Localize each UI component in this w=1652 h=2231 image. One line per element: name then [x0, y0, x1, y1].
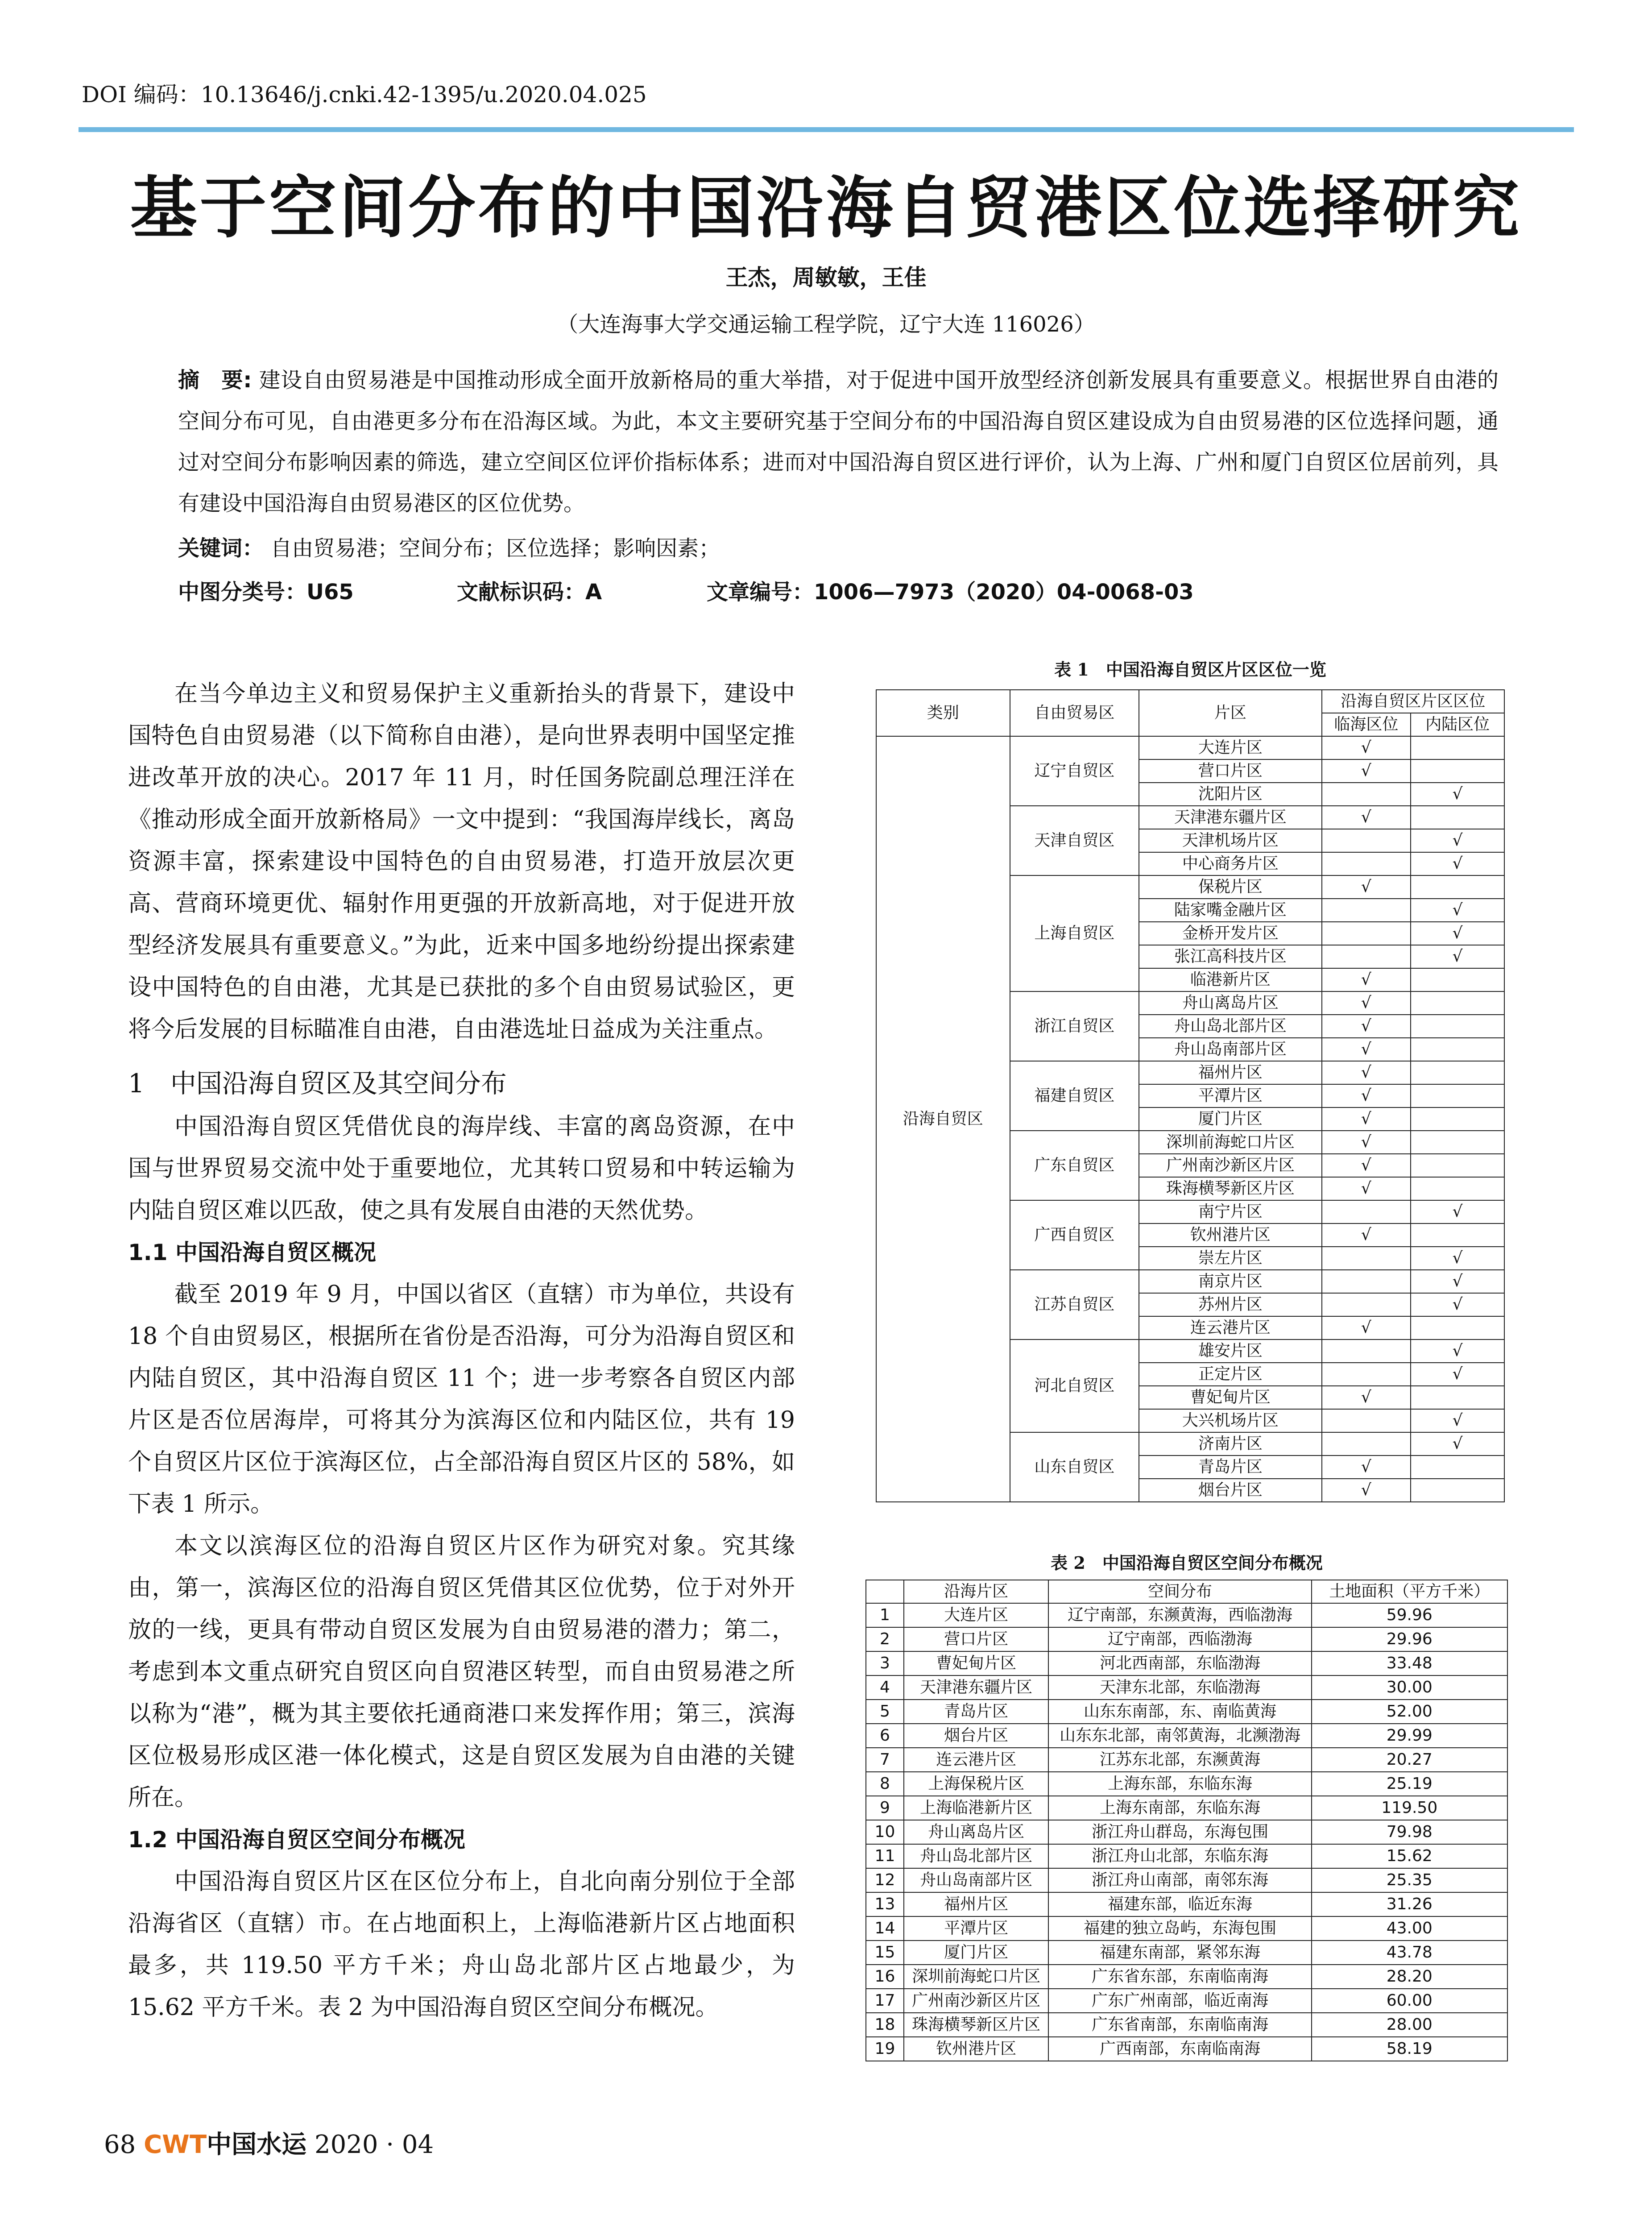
- table1-coastal-check: √: [1322, 968, 1411, 991]
- abstract-label: 摘 要:: [178, 368, 252, 393]
- table1-area: 舟山岛北部片区: [1139, 1015, 1321, 1038]
- table2-cell: 31.26: [1312, 1892, 1507, 1916]
- table2-row: [866, 1772, 1507, 1796]
- abstract-text: 建设自由贸易港是中国推动形成全面开放新格局的重大举措，对于促进中国开放型经济创新发展具有重要意义。根据世界自由港的空间分布可见，自由港更多分布在沿海区域。为此，本文主要研究基于空间分布的中国沿海自贸区建设成为自由贸易港的区位选择问题，通过对空间分布影响因素的筛选，建立空间区位评价指标体系；进而对中国沿海自贸区进行评价，认为上海、广州和厦门自贸区位居前列，具有建设中国沿海自由贸易港区的区位优势。: [178, 368, 1499, 516]
- table1-coastal-check: √: [1322, 1316, 1411, 1339]
- table1-coastal-check: [1322, 1363, 1411, 1386]
- classification: 中图分类号：U65: [178, 580, 354, 605]
- table1-inland-check: [1411, 968, 1504, 991]
- table1-area: 正定片区: [1139, 1363, 1321, 1386]
- table2-caption: 表 2 中国沿海自贸区空间分布概况: [1051, 1553, 1323, 1573]
- table2-cell: 河北西南部，东临渤海: [1048, 1651, 1311, 1675]
- affiliation: （大连海事大学交通运输工程学院，辽宁大连 116026）: [557, 312, 1095, 337]
- table2-cell: 18: [866, 2013, 904, 2037]
- table1-ftz: 浙江自贸区: [1010, 991, 1139, 1061]
- table2-row: [866, 1627, 1507, 1651]
- table1: [876, 689, 1505, 1502]
- table2-cell: 19: [866, 2037, 904, 2061]
- table1-inland-check: [1411, 1084, 1504, 1107]
- table1-header-ftz: 自由贸易区: [1010, 690, 1139, 736]
- table1-inland-check: [1411, 1107, 1504, 1131]
- paragraph: 在当今单边主义和贸易保护主义重新抬头的背景下，建设中国特色自由贸易港（以下简称自由港），是向世界表明中国坚定推进改革开放的决心。2017 年 11 月，时任国务院副总理汪洋在《推动形成全面开放新格局》一文中提到：“我国海岸线长，离岛资源丰富，探索建设中国特色的自由贸易港，打造开放层次更高、营商环境更优、辐射作用更强的开放新高地，对于促进开放型经济发展具有重要意义。”为此，近来中国多地纷纷提出探索建设中国特色的自由港，尤其是已获批的多个自由贸易试验区，更将今后发展的目标瞄准自由港，自由港选址日益成为关注重点。: [128, 680, 795, 1043]
- table1-header-coastal: 临海区位: [1322, 713, 1411, 736]
- table2-cell: 舟山岛北部片区: [904, 1844, 1049, 1868]
- table2-row: [866, 1868, 1507, 1892]
- table1-coastal-check: [1322, 1200, 1411, 1223]
- table1-coastal-check: √: [1322, 875, 1411, 899]
- table2-cell: 舟山离岛片区: [904, 1820, 1049, 1844]
- table2-cell: 9: [866, 1796, 904, 1820]
- table1-ftz: 辽宁自贸区: [1010, 736, 1139, 806]
- table1-inland-check: √: [1411, 829, 1504, 852]
- table1-area: 深圳前海蛇口片区: [1139, 1131, 1321, 1154]
- table2-cell: 15: [866, 1941, 904, 1965]
- table1-area: 青岛片区: [1139, 1456, 1321, 1479]
- table1-inland-check: [1411, 759, 1504, 783]
- table2-row: [866, 1748, 1507, 1772]
- table1-coastal-check: [1322, 899, 1411, 922]
- table1-area: 营口片区: [1139, 759, 1321, 783]
- table2-row: [866, 1844, 1507, 1868]
- subsection-heading: 1.1 中国沿海自贸区概况: [128, 1240, 376, 1265]
- table2-cell: 广东广州南部，临近南海: [1048, 1989, 1311, 2013]
- table2-cell: 2: [866, 1627, 904, 1651]
- table1-area: 福州片区: [1139, 1061, 1321, 1084]
- table1-coastal-check: √: [1322, 1084, 1411, 1107]
- doi: DOI 编码：10.13646/j.cnki.42-1395/u.2020.04.025: [82, 82, 647, 108]
- table1-area: 舟山岛南部片区: [1139, 1038, 1321, 1061]
- table2-row: [866, 1724, 1507, 1748]
- table1-coastal-check: [1322, 829, 1411, 852]
- table2-cell: 厦门片区: [904, 1941, 1049, 1965]
- table2-cell: 17: [866, 1989, 904, 2013]
- table2-row: [866, 1916, 1507, 1941]
- table1-area: 金桥开发片区: [1139, 922, 1321, 945]
- table2-cell: 29.96: [1312, 1627, 1507, 1651]
- table2-cell: 舟山岛南部片区: [904, 1868, 1049, 1892]
- table2-cell: 28.00: [1312, 2013, 1507, 2037]
- table1-header-location: 沿海自贸区片区区位: [1322, 690, 1504, 713]
- table1-inland-check: [1411, 806, 1504, 829]
- table1-ftz: 河北自贸区: [1010, 1339, 1139, 1432]
- table1-row: [876, 736, 1504, 759]
- table1-area: 南京片区: [1139, 1270, 1321, 1293]
- table1-area: 珠海横琴新区片区: [1139, 1177, 1321, 1200]
- table2-cell: 10: [866, 1820, 904, 1844]
- doc-code: 文献标识码：A: [457, 580, 602, 605]
- table1-inland-check: √: [1411, 1293, 1504, 1316]
- table1-coastal-check: √: [1322, 1479, 1411, 1502]
- table2-cell: 3: [866, 1651, 904, 1675]
- table2-cell: 平潭片区: [904, 1916, 1049, 1941]
- table1-area: 保税片区: [1139, 875, 1321, 899]
- table2-cell: 119.50: [1312, 1796, 1507, 1820]
- table1-inland-check: √: [1411, 1363, 1504, 1386]
- table2-cell: 深圳前海蛇口片区: [904, 1965, 1049, 1989]
- table2-cell: 青岛片区: [904, 1700, 1049, 1724]
- table1-coastal-check: √: [1322, 991, 1411, 1015]
- table1-inland-check: √: [1411, 899, 1504, 922]
- table2-cell: 广东省南部，东南临南海: [1048, 2013, 1311, 2037]
- table1-coastal-check: √: [1322, 1015, 1411, 1038]
- table2-cell: 14: [866, 1916, 904, 1941]
- table2-header: 土地面积（平方千米）: [1312, 1580, 1507, 1603]
- table2-cell: 天津港东疆片区: [904, 1675, 1049, 1700]
- table2-cell: 43.00: [1312, 1916, 1507, 1941]
- table2-cell: 1: [866, 1603, 904, 1627]
- table2-header: [866, 1580, 904, 1603]
- table1-inland-check: √: [1411, 945, 1504, 968]
- table1-area: 大连片区: [1139, 736, 1321, 759]
- table1-area: 天津港东疆片区: [1139, 806, 1321, 829]
- table1-inland-check: √: [1411, 1200, 1504, 1223]
- table2-cell: 辽宁南部，东濒黄海，西临渤海: [1048, 1603, 1311, 1627]
- page-number: 68: [104, 2130, 136, 2159]
- table1-inland-check: √: [1411, 1339, 1504, 1363]
- table2-row: [866, 1965, 1507, 1989]
- table2-row: [866, 1989, 1507, 2013]
- table1-inland-check: [1411, 1038, 1504, 1061]
- table1-coastal-check: [1322, 1247, 1411, 1270]
- table1-area: 雄安片区: [1139, 1339, 1321, 1363]
- keywords-label: 关键词：: [178, 536, 264, 561]
- table2-cell: 11: [866, 1844, 904, 1868]
- table1-caption: 表 1 中国沿海自贸区片区区位一览: [1054, 659, 1326, 680]
- table1-area: 临港新片区: [1139, 968, 1321, 991]
- table2-cell: 20.27: [1312, 1748, 1507, 1772]
- table2-cell: 上海东部，东临东海: [1048, 1772, 1311, 1796]
- table1-coastal-check: [1322, 1409, 1411, 1432]
- footer: [104, 2125, 434, 2161]
- table1-ftz: 广东自贸区: [1010, 1131, 1139, 1200]
- journal-logo: CWT: [144, 2130, 207, 2159]
- table2-cell: 山东东北部，南邻黄海，北濒渤海: [1048, 1724, 1311, 1748]
- table1-area: 厦门片区: [1139, 1107, 1321, 1131]
- table1-area: 中心商务片区: [1139, 852, 1321, 875]
- paragraph: 中国沿海自贸区片区在区位分布上，自北向南分别位于全部沿海省区（直辖）市。在占地面积上，上海临港新片区占地面积最多，共 119.50 平方千米；舟山岛北部片区占地最少，为 15.62 平方千米。表 2 为中国沿海自贸区空间分布概况。: [128, 1868, 795, 2021]
- table2-cell: 16: [866, 1965, 904, 1989]
- table2-cell: 15.62: [1312, 1844, 1507, 1868]
- table2-cell: 福建东南部，紧邻东海: [1048, 1941, 1311, 1965]
- table1-ftz: 上海自贸区: [1010, 875, 1139, 991]
- table1-area: 烟台片区: [1139, 1479, 1321, 1502]
- table2-cell: 79.98: [1312, 1820, 1507, 1844]
- table2-cell: 辽宁南部，西临渤海: [1048, 1627, 1311, 1651]
- table1-inland-check: [1411, 1061, 1504, 1084]
- table2-cell: 连云港片区: [904, 1748, 1049, 1772]
- table2-cell: 曹妃甸片区: [904, 1651, 1049, 1675]
- table1-inland-check: [1411, 736, 1504, 759]
- table1-coastal-check: [1322, 1432, 1411, 1456]
- table2-cell: 上海保税片区: [904, 1772, 1049, 1796]
- table2-cell: 8: [866, 1772, 904, 1796]
- table1-category: 沿海自贸区: [876, 736, 1010, 1502]
- table2-row: [866, 1820, 1507, 1844]
- table1-inland-check: [1411, 1015, 1504, 1038]
- table1-coastal-check: [1322, 945, 1411, 968]
- table1-inland-check: √: [1411, 1247, 1504, 1270]
- table2-row: [866, 2013, 1507, 2037]
- table2-cell: 浙江舟山群岛，东海包围: [1048, 1820, 1311, 1844]
- table2-header: 空间分布: [1048, 1580, 1311, 1603]
- table1-coastal-check: √: [1322, 1038, 1411, 1061]
- section-heading: 1 中国沿海自贸区及其空间分布: [128, 1068, 507, 1099]
- header-rule: [79, 127, 1574, 132]
- table1-coastal-check: √: [1322, 1061, 1411, 1084]
- table2-cell: 43.78: [1312, 1941, 1507, 1965]
- table2-row: [866, 1675, 1507, 1700]
- table2-row: [866, 1892, 1507, 1916]
- paper-title: 基于空间分布的中国沿海自贸港区位选择研究: [130, 169, 1522, 247]
- table2-cell: 钦州港片区: [904, 2037, 1049, 2061]
- table1-inland-check: [1411, 1479, 1504, 1502]
- table2-cell: 30.00: [1312, 1675, 1507, 1700]
- table1-coastal-check: √: [1322, 806, 1411, 829]
- keywords: [178, 531, 720, 562]
- table2-cell: 上海东南部，东临东海: [1048, 1796, 1311, 1820]
- table2-cell: 上海临港新片区: [904, 1796, 1049, 1820]
- paragraph: 中国沿海自贸区凭借优良的海岸线、丰富的离岛资源，在中国与世界贸易交流中处于重要地位，尤其转口贸易和中转运输为内陆自贸区难以匹敌，使之具有发展自由港的天然优势。: [128, 1113, 795, 1224]
- table1-inland-check: [1411, 1223, 1504, 1247]
- table2-cell: 13: [866, 1892, 904, 1916]
- table1-coastal-check: √: [1322, 759, 1411, 783]
- table2-cell: 营口片区: [904, 1627, 1049, 1651]
- keywords-text: 自由贸易港；空间分布；区位选择；影响因素；: [270, 536, 720, 561]
- table1-coastal-check: √: [1322, 1107, 1411, 1131]
- table2-cell: 33.48: [1312, 1651, 1507, 1675]
- table1-ftz: 福建自贸区: [1010, 1061, 1139, 1131]
- table2-cell: 7: [866, 1748, 904, 1772]
- table1-inland-check: [1411, 991, 1504, 1015]
- table1-coastal-check: [1322, 783, 1411, 806]
- table2-cell: 59.96: [1312, 1603, 1507, 1627]
- table1-inland-check: [1411, 1386, 1504, 1409]
- table1-coastal-check: √: [1322, 1456, 1411, 1479]
- table1-area: 苏州片区: [1139, 1293, 1321, 1316]
- body-column: [128, 673, 795, 2028]
- table2-cell: 4: [866, 1675, 904, 1700]
- table2-cell: 25.19: [1312, 1772, 1507, 1796]
- table1-inland-check: [1411, 1177, 1504, 1200]
- table1-area: 平潭片区: [1139, 1084, 1321, 1107]
- table1-area: 张江高科技片区: [1139, 945, 1321, 968]
- table2-cell: 5: [866, 1700, 904, 1724]
- table2-row: [866, 1700, 1507, 1724]
- table2-row: [866, 1603, 1507, 1627]
- table2-cell: 58.19: [1312, 2037, 1507, 2061]
- table1-area: 沈阳片区: [1139, 783, 1321, 806]
- table1-coastal-check: √: [1322, 1386, 1411, 1409]
- table2-cell: 广东省东部，东南临南海: [1048, 1965, 1311, 1989]
- table2-cell: 25.35: [1312, 1868, 1507, 1892]
- table1-inland-check: [1411, 875, 1504, 899]
- table2-cell: 广州南沙新区片区: [904, 1989, 1049, 2013]
- table2-cell: 天津东北部，东临渤海: [1048, 1675, 1311, 1700]
- table2-cell: 52.00: [1312, 1700, 1507, 1724]
- table1-ftz: 天津自贸区: [1010, 806, 1139, 875]
- table2-cell: 福建的独立岛屿，东海包围: [1048, 1916, 1311, 1941]
- table2-cell: 福建东部，临近东海: [1048, 1892, 1311, 1916]
- table1-inland-check: √: [1411, 852, 1504, 875]
- table2-cell: 60.00: [1312, 1989, 1507, 2013]
- article-number: 文章编号：1006—7973（2020）04-0068-03: [707, 580, 1194, 605]
- table2: [865, 1580, 1508, 2061]
- table2-cell: 6: [866, 1724, 904, 1748]
- table2-cell: 福州片区: [904, 1892, 1049, 1916]
- table1-ftz: 广西自贸区: [1010, 1200, 1139, 1270]
- table1-coastal-check: [1322, 1270, 1411, 1293]
- table1-coastal-check: [1322, 1339, 1411, 1363]
- table1-area: 天津机场片区: [1139, 829, 1321, 852]
- table1-coastal-check: [1322, 922, 1411, 945]
- table1-inland-check: √: [1411, 1432, 1504, 1456]
- table2-cell: 烟台片区: [904, 1724, 1049, 1748]
- authors: 王杰，周敏敏，王佳: [725, 265, 927, 290]
- table1-area: 连云港片区: [1139, 1316, 1321, 1339]
- table1-coastal-check: √: [1322, 1223, 1411, 1247]
- table2-row: [866, 1796, 1507, 1820]
- table2-cell: 12: [866, 1868, 904, 1892]
- table1-area: 陆家嘴金融片区: [1139, 899, 1321, 922]
- table2-row: [866, 1651, 1507, 1675]
- abstract: [178, 360, 1499, 524]
- table2-cell: 浙江舟山北部，东临东海: [1048, 1844, 1311, 1868]
- table1-area: 大兴机场片区: [1139, 1409, 1321, 1432]
- table1-area: 钦州港片区: [1139, 1223, 1321, 1247]
- table1-inland-check: √: [1411, 922, 1504, 945]
- table1-ftz: 江苏自贸区: [1010, 1270, 1139, 1339]
- table1-header-area: 片区: [1139, 690, 1321, 736]
- table1-area: 广州南沙新区片区: [1139, 1154, 1321, 1177]
- table1-area: 南宁片区: [1139, 1200, 1321, 1223]
- journal-name: 中国水运: [207, 2130, 307, 2159]
- table2-cell: 28.20: [1312, 1965, 1507, 1989]
- table1-coastal-check: [1322, 852, 1411, 875]
- table1-inland-check: √: [1411, 1409, 1504, 1432]
- table2-cell: 山东东南部，东、南临黄海: [1048, 1700, 1311, 1724]
- table1-inland-check: √: [1411, 1270, 1504, 1293]
- table1-header-category: 类别: [876, 690, 1010, 736]
- subsection-heading: 1.2 中国沿海自贸区空间分布概况: [128, 1827, 465, 1853]
- table2-cell: 29.99: [1312, 1724, 1507, 1748]
- table2-cell: 浙江舟山南部，南邻东海: [1048, 1868, 1311, 1892]
- table1-area: 济南片区: [1139, 1432, 1321, 1456]
- table2-row: [866, 2037, 1507, 2061]
- table1-inland-check: [1411, 1316, 1504, 1339]
- table1-inland-check: √: [1411, 783, 1504, 806]
- table1-coastal-check: √: [1322, 1177, 1411, 1200]
- issue: 2020 · 04: [314, 2130, 434, 2159]
- table1-inland-check: [1411, 1131, 1504, 1154]
- table2-cell: 江苏东北部，东濒黄海: [1048, 1748, 1311, 1772]
- table1-area: 曹妃甸片区: [1139, 1386, 1321, 1409]
- table1-header-inland: 内陆区位: [1411, 713, 1504, 736]
- table1-area: 崇左片区: [1139, 1247, 1321, 1270]
- table2-row: [866, 1941, 1507, 1965]
- table1-coastal-check: √: [1322, 1154, 1411, 1177]
- table2-header: 沿海片区: [904, 1580, 1049, 1603]
- paragraph: 截至 2019 年 9 月，中国以省区（直辖）市为单位，共设有 18 个自由贸易区，根据所在省份是否沿海，可分为沿海自贸区和内陆自贸区，其中沿海自贸区 11 个；进一步考察各自贸区内部片区是否位居海岸，可将其分为滨海区位和内陆区位，共有 19 个自贸区片区位于滨海区位，占全部沿海自贸区片区的 58%，如下表 1 所示。: [128, 1281, 795, 1518]
- table2-cell: 广西南部，东南临南海: [1048, 2037, 1311, 2061]
- table1-inland-check: [1411, 1456, 1504, 1479]
- table1-area: 舟山离岛片区: [1139, 991, 1321, 1015]
- table2-cell: 大连片区: [904, 1603, 1049, 1627]
- table2-cell: 珠海横琴新区片区: [904, 2013, 1049, 2037]
- paragraph: 本文以滨海区位的沿海自贸区片区作为研究对象。究其缘由，第一，滨海区位的沿海自贸区凭借其区位优势，位于对外开放的一线，更具有带动自贸区发展为自由贸易港的潜力；第二，考虑到本文重点研究自贸区向自贸港区转型，而自由贸易港之所以称为“港”，概为其主要依托通商港口来发挥作用；第三，滨海区位极易形成区港一体化模式，这是自贸区发展为自由港的关键所在。: [128, 1533, 795, 1811]
- table1-coastal-check: [1322, 1293, 1411, 1316]
- table1-coastal-check: √: [1322, 1131, 1411, 1154]
- table1-inland-check: [1411, 1154, 1504, 1177]
- table1-ftz: 山东自贸区: [1010, 1432, 1139, 1502]
- table1-coastal-check: √: [1322, 736, 1411, 759]
